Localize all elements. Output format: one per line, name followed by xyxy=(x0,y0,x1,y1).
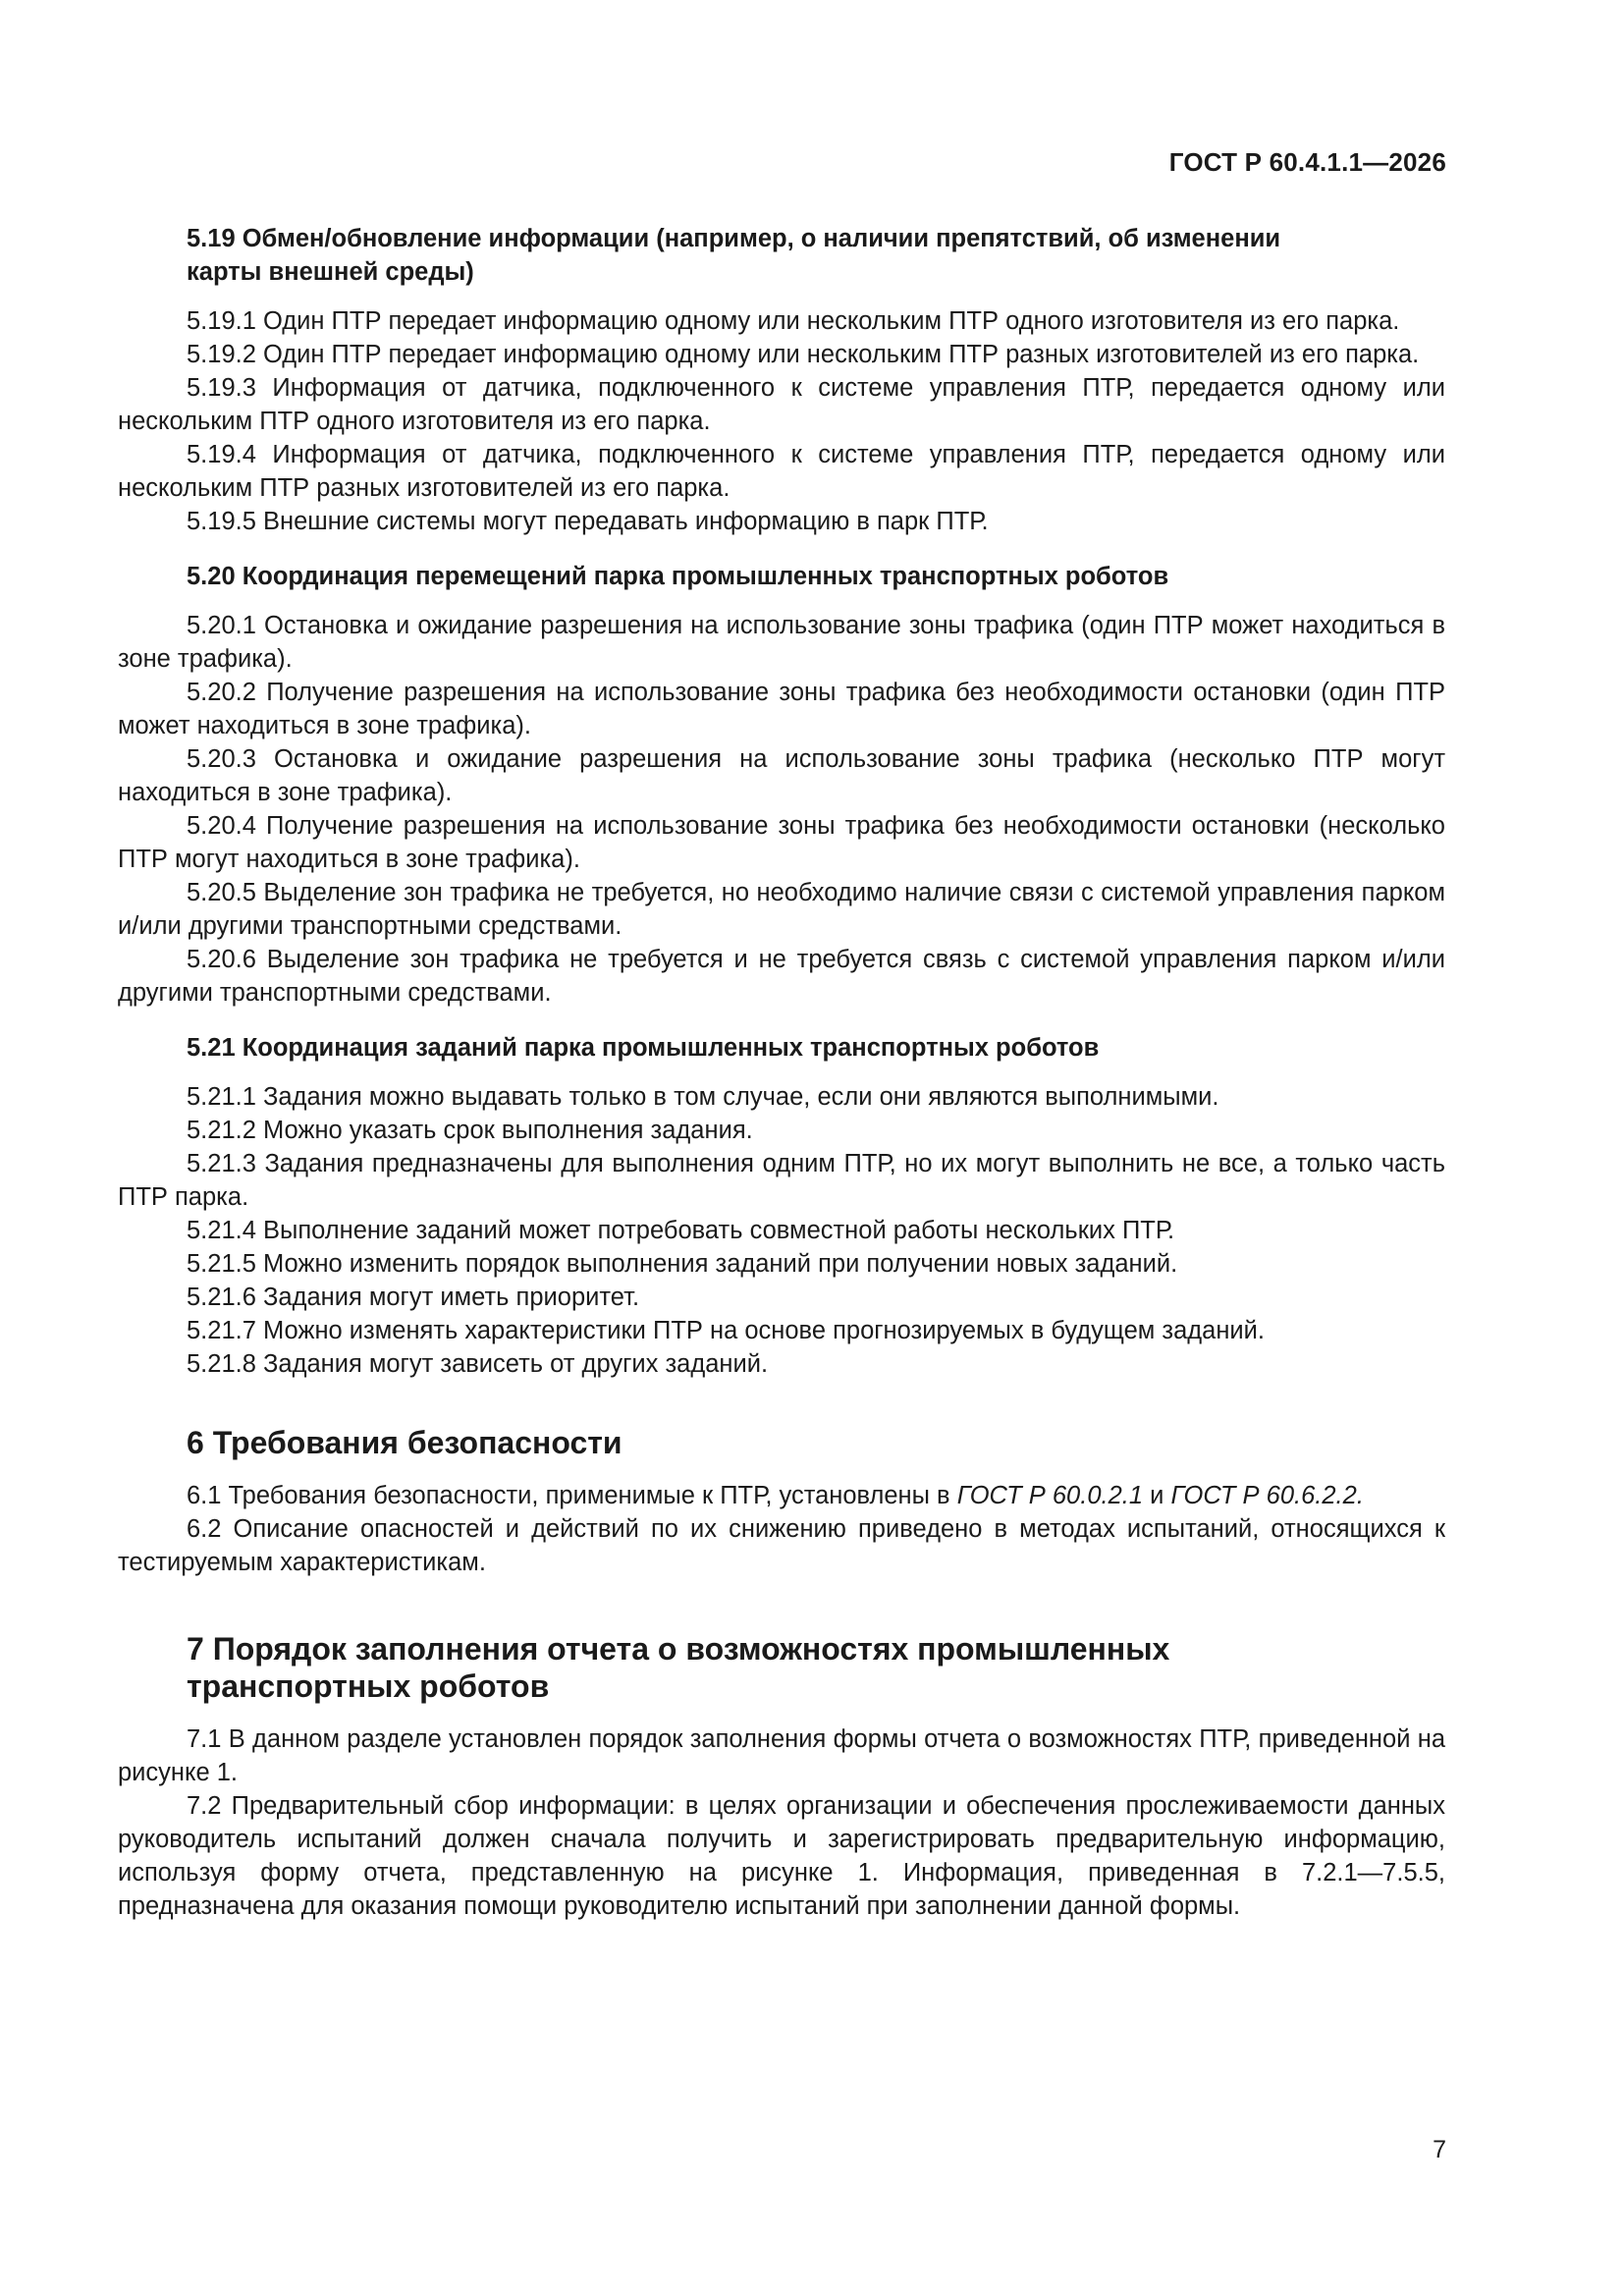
paragraph-5-21-4: 5.21.4 Выполнение заданий может потребовать совместной работы нескольких ПТР. xyxy=(187,1217,1175,1244)
paragraph-5-21-5: 5.21.5 Можно изменить порядок выполнения заданий при получении новых заданий. xyxy=(187,1250,1178,1278)
paragraph-5-20-6: 5.20.6 Выделение зон трафика не требуется и не требуется связь с системой управления парком и/или другими транспортными средствами. xyxy=(118,946,1445,1007)
reference-gost-60-0-2-1: ГОСТ Р 60.0.2.1 xyxy=(956,1482,1144,1509)
document-body xyxy=(118,222,1445,1923)
document-code-header: ГОСТ Р 60.4.1.1—2026 xyxy=(1168,147,1446,177)
paragraph-5-21-3: 5.21.3 Задания предназначены для выполнения одним ПТР, но их могут выполнить не все, а только часть ПТР парка. xyxy=(118,1150,1445,1211)
section-5-19-heading xyxy=(187,222,1445,289)
reference-gost-60-6-2-2: ГОСТ Р 60.6.2.2. xyxy=(1170,1482,1364,1509)
paragraph-5-19-3: 5.19.3 Информация от датчика, подключенного к системе управления ПТР, передается одному или нескольким ПТР одного изготовителя из его парка. xyxy=(118,374,1445,435)
paragraph-5-21-6: 5.21.6 Задания могут иметь приоритет. xyxy=(187,1284,640,1311)
section-5-19-heading-line2: карты внешней среды) xyxy=(187,258,474,286)
paragraph-5-20-4: 5.20.4 Получение разрешения на использование зоны трафика без необходимости остановки (несколько ПТР могут находиться в зоне трафика). xyxy=(118,812,1445,873)
section-5-19-heading-line1: 5.19 Обмен/обновление информации (например, о наличии препятствий, об изменении xyxy=(187,225,1281,252)
section-6-heading: 6 Требования безопасности xyxy=(187,1425,622,1460)
paragraph-6-1-conjunction: и xyxy=(1143,1482,1171,1509)
paragraph-5-19-2: 5.19.2 Один ПТР передает информацию одному или нескольким ПТР разных изготовителей из его парка. xyxy=(187,341,1420,368)
page-number: 7 xyxy=(1433,2136,1446,2163)
paragraph-5-19-1: 5.19.1 Один ПТР передает информацию одному или нескольким ПТР одного изготовителя из его парка. xyxy=(187,307,1400,335)
section-5-20-heading: 5.20 Координация перемещений парка промышленных транспортных роботов xyxy=(187,563,1169,590)
paragraph-5-20-2: 5.20.2 Получение разрешения на использование зоны трафика без необходимости остановки (один ПТР может находиться в зоне трафика). xyxy=(118,679,1445,739)
paragraph-5-20-3: 5.20.3 Остановка и ожидание разрешения на использование зоны трафика (несколько ПТР могут находиться в зоне трафика). xyxy=(118,745,1445,806)
paragraph-5-21-7: 5.21.7 Можно изменять характеристики ПТР на основе прогнозируемых в будущем заданий. xyxy=(187,1317,1265,1344)
paragraph-5-19-4: 5.19.4 Информация от датчика, подключенного к системе управления ПТР, передается одному или нескольким ПТР разных изготовителей из его парка. xyxy=(118,441,1445,502)
section-7-heading xyxy=(187,1630,1445,1705)
paragraph-5-20-1: 5.20.1 Остановка и ожидание разрешения на использование зоны трафика (один ПТР может находиться в зоне трафика). xyxy=(118,612,1445,673)
paragraph-5-19-5: 5.19.5 Внешние системы могут передавать информацию в парк ПТР. xyxy=(187,508,989,535)
paragraph-7-2: 7.2 Предварительный сбор информации: в целях организации и обеспечения прослеживаемости данных руководитель испытаний должен сначала получить и зарегистрировать предварительную информацию, используя форму отчета, представленную на рисунке 1. Информация, приведенная в 7.2.1—7.5.5, предназначена для оказания помощи руководителю испытаний при заполнении данной формы. xyxy=(118,1792,1445,1920)
paragraph-5-21-1: 5.21.1 Задания можно выдавать только в том случае, если они являются выполнимыми. xyxy=(187,1083,1219,1111)
section-7-heading-line1: 7 Порядок заполнения отчета о возможностях промышленных xyxy=(187,1631,1170,1667)
section-5-21-heading: 5.21 Координация заданий парка промышленных транспортных роботов xyxy=(187,1034,1100,1062)
section-7-heading-line2: транспортных роботов xyxy=(187,1668,550,1704)
paragraph-5-21-2: 5.21.2 Можно указать срок выполнения задания. xyxy=(187,1117,753,1144)
paragraph-6-1-text: 6.1 Требования безопасности, применимые к ПТР, установлены в xyxy=(187,1482,957,1509)
paragraph-5-20-5: 5.20.5 Выделение зон трафика не требуется, но необходимо наличие связи с системой управления парком и/или другими транспортными средствами. xyxy=(118,879,1445,940)
paragraph-6-2: 6.2 Описание опасностей и действий по их снижению приведено в методах испытаний, относящихся к тестируемым характеристикам. xyxy=(118,1515,1445,1576)
paragraph-7-1: 7.1 В данном разделе установлен порядок заполнения формы отчета о возможностях ПТР, приведенной на рисунке 1. xyxy=(118,1725,1445,1786)
paragraph-6-1 xyxy=(118,1479,1445,1512)
paragraph-5-21-8: 5.21.8 Задания могут зависеть от других заданий. xyxy=(187,1350,769,1378)
